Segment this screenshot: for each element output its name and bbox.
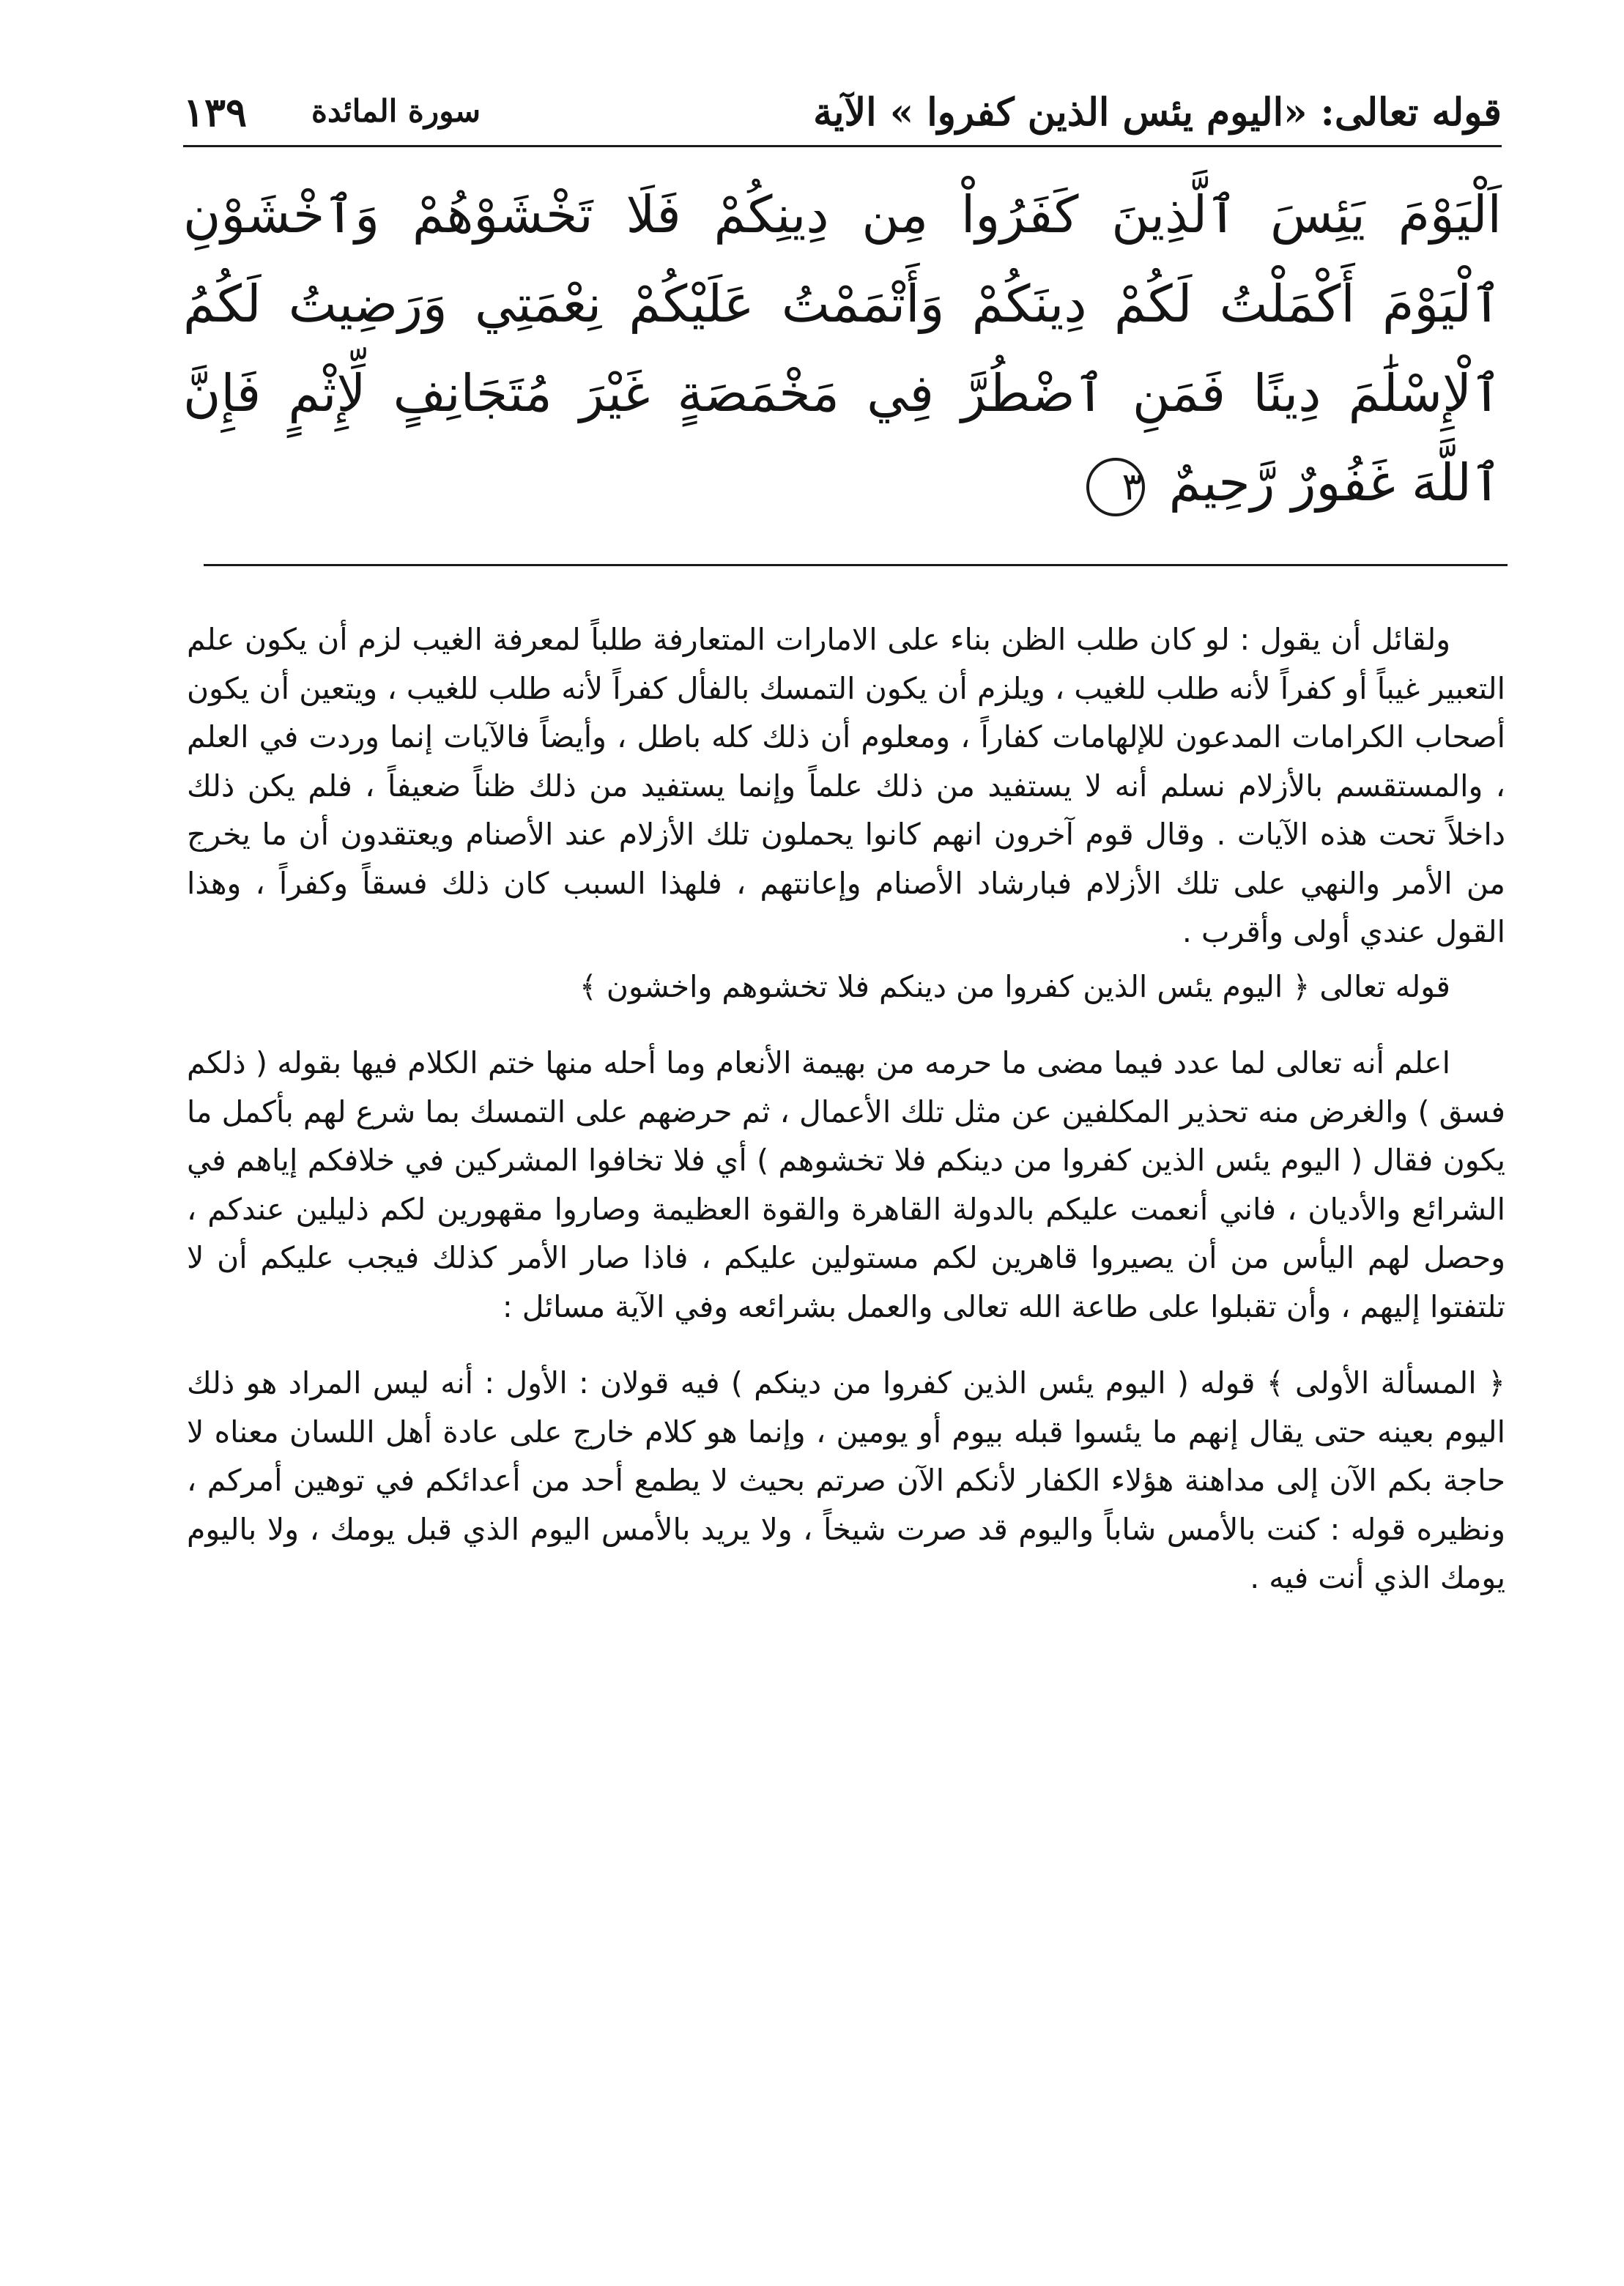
header-rule: [183, 145, 1502, 147]
paragraph-3: ﴿ المسألة الأولى ﴾ قوله ( اليوم يئس الذين كفروا من دينكم ) فيه قولان : الأول : أنه ليس المراد هو ذلك اليوم بعينه حتى يقال إنهم ما يئسوا قبله بيوم أو يومين ، وإنما هو كلام خارج على عادة أهل اللسان معناه لا حاجة بكم الآن إلى مداهنة هؤلاء الكفار لأنكم الآن صرتم بحيث لا يطمع أحد من أعدائكم في توهين أمركم ، ونظيره قوله : كنت بالأمس شاباً واليوم قد صرت شيخاً ، ولا يريد بالأمس اليوم الذي قبل يومك ، ولا باليوم يومك الذي أنت فيه .: [187, 1365, 1505, 1595]
paragraph-2: اعلم أنه تعالى لما عدد فيما مضى ما حرمه من بهيمة الأنعام وما أحله منها ختم الكلام فيها بقوله ( ذلكم فسق ) والغرض منه تحذير المكلفين عن مثل تلك الأعمال ، ثم حرضهم على التمسك بما شرع لهم بأكمل ما يكون فقال ( اليوم يئس الذين كفروا من دينكم فلا تخشوهم ) أي فلا تخافوا المشركين في خلافكم إياهم في الشرائع والأديان ، فاني أنعمت عليكم بالدولة القاهرة والقوة العظيمة وصاروا مقهورين لكم ذليلين عندكم ، وحصل لهم اليأس من أن يصيروا قاهرين لكم مستولين عليكم ، فاذا صار الأمر كذلك فيجب عليكم أن لا تلتفتوا إليهم ، وأن تقبلوا على طاعة الله تعالى والعمل بشرائعه وفي الآية مسائل :: [187, 1045, 1505, 1324]
ayah-number-marker: ٣: [1086, 458, 1145, 516]
quran-verse: [183, 170, 1502, 527]
commentary-body: [187, 615, 1505, 1603]
paragraph-1: ولقائل أن يقول : لو كان طلب الظن بناء على الامارات المتعارفة طلباً لمعرفة الغيب لزم أن يكون علم التعبير غيباً أو كفراً لأنه طلب للغيب ، ويلزم أن يكون التمسك بالفأل كفراً لأنه طلب للغيب ، ويتعين أن يكون أصحاب الكرامات المدعون للإلهامات كفاراً ، ومعلوم أن ذلك كله باطل ، وأيضاً فالآيات إنما وردت في العلم ، والمستقسم بالأزلام نسلم أنه لا يستفيد من ذلك علماً وإنما يستفيد من ذلك ظناً ضعيفاً ، فلم يكن ذلك داخلاً تحت هذه الآيات . وقال قوم آخرون انهم كانوا يحملون تلك الأزلام عند الأصنام ويعتقدون أن ما يخرج من الأمر والنهي على تلك الأزلام فبارشاد الأصنام وإعانتهم ، فلهذا السبب كان ذلك فسقاً وكفراً ، وهذا القول عندي أولى وأقرب .: [187, 622, 1505, 949]
verse-heading: قوله تعالى ﴿ اليوم يئس الذين كفروا من دينكم فلا تخشوهم واخشون ﴾: [579, 968, 1450, 1004]
header-title: قوله تعالى: «اليوم يئس الذين كفروا » الآية: [813, 90, 1502, 135]
verse-text: اَلْيَوْمَ يَئِسَ ٱلَّذِينَ كَفَرُواْ مِن دِينِكُمْ فَلَا تَخْشَوْهُمْ وَٱخْشَوْنِ ٱلْيَوْمَ أَكْمَلْتُ لَكُمْ دِينَكُمْ وَأَتْمَمْتُ عَلَيْكُمْ نِعْمَتِي وَرَضِيتُ لَكُمُ ٱلْإِسْلَٰمَ دِينًا فَمَنِ ٱضْطُرَّ فِي مَخْمَصَةٍ غَيْرَ مُتَجَانِفٍ لِّإِثْمٍ فَإِنَّ ٱللَّهَ غَفُورٌ رَّحِيمٌ: [183, 185, 1502, 513]
surah-name: سورة المائدة: [311, 93, 481, 129]
page-number: ١٣٩: [183, 89, 248, 136]
running-header: [183, 84, 1502, 150]
verse-separator-rule: [204, 564, 1508, 566]
